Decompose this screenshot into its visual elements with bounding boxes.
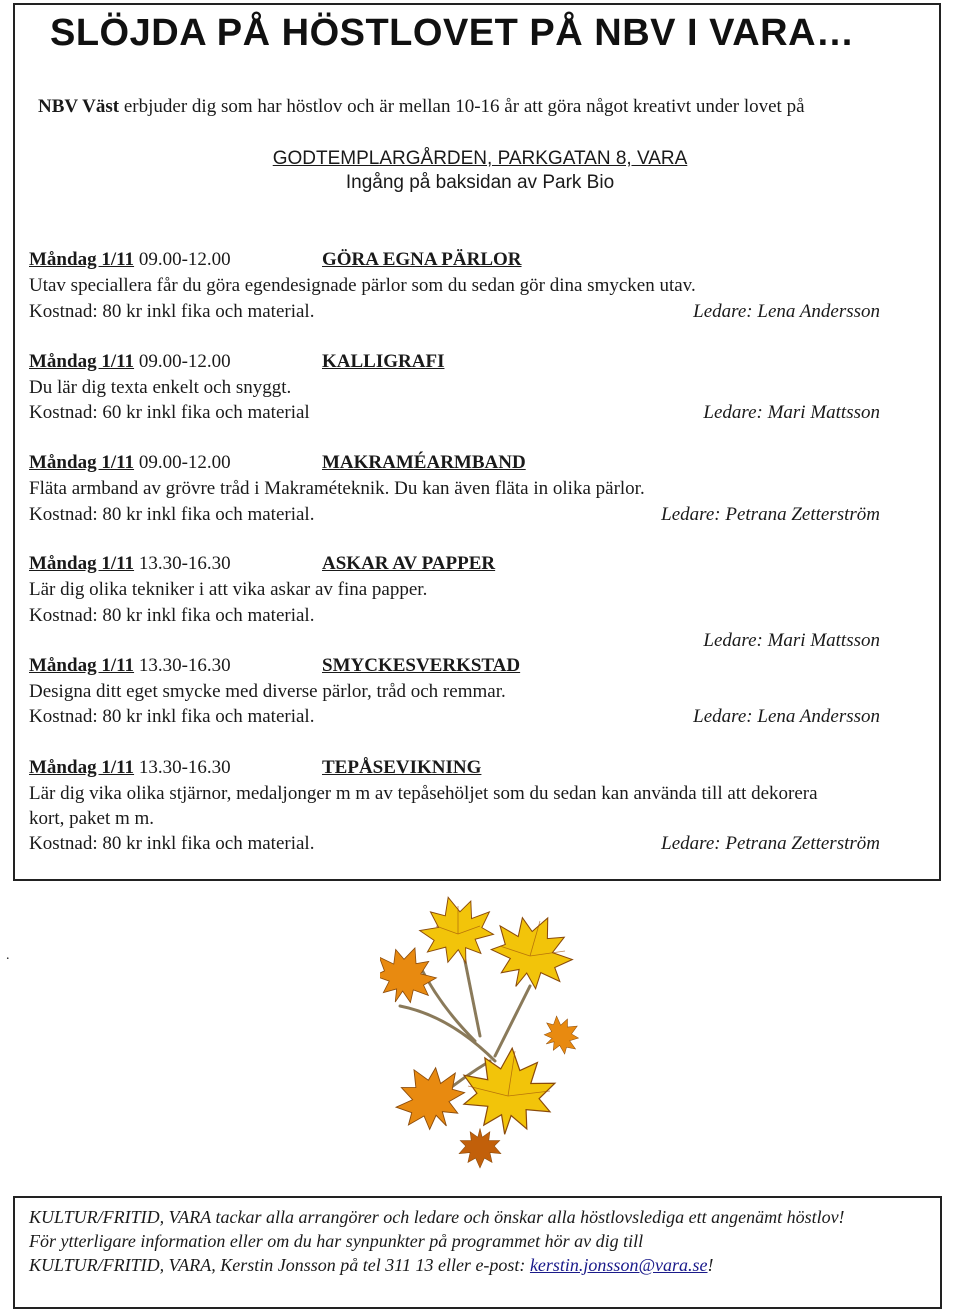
intro-body: erbjuder dig som har höstlov och är mellan 10-16 år att göra något kreativt under lovet på <box>119 96 805 117</box>
activity-time: 13.30-16.30 <box>134 655 231 676</box>
footer-info: För ytterligare information eller om du har synpunkter på programmet hör av dig till <box>29 1231 644 1251</box>
activity-day: Måndag 1/11 <box>29 452 135 473</box>
activity-time: 13.30-16.30 <box>134 757 231 778</box>
activity-title: ASKAR AV PAPPER <box>322 553 496 574</box>
activity-description: Lär dig olika tekniker i att vika askar av fina papper. <box>29 579 428 600</box>
stray-mark: . <box>6 948 10 963</box>
activity-time: 13.30-16.30 <box>134 553 231 574</box>
activity-description: kort, paket m m. <box>29 808 155 829</box>
activity-day: Måndag 1/11 <box>29 553 135 574</box>
activity-title: MAKRAMÉARMBAND <box>322 452 526 473</box>
footer-contact-end: ! <box>707 1255 714 1275</box>
venue-block <box>0 148 960 194</box>
footer-contact-text: KULTUR/FRITID, VARA, Kerstin Jonsson på tel 311 13 eller e-post: <box>29 1255 530 1275</box>
program-box <box>13 3 941 881</box>
activity-leader: Ledare: Mari Mattsson <box>703 402 880 423</box>
activity-description: Du lär dig texta enkelt och snyggt. <box>29 377 292 398</box>
activity-day: Måndag 1/11 <box>29 655 135 676</box>
activity-leader: Ledare: Lena Andersson <box>693 706 880 727</box>
activity-title: GÖRA EGNA PÄRLOR <box>322 249 522 270</box>
venue-entrance: Ingång på baksidan av Park Bio <box>345 172 615 193</box>
activity-cost: Kostnad: 60 kr inkl fika och material <box>29 402 310 423</box>
activity-day: Måndag 1/11 <box>29 351 135 372</box>
activity-time: 09.00-12.00 <box>134 452 231 473</box>
activity-description: Lär dig vika olika stjärnor, medaljonger m m av tepåsehöljet som du sedan kan använda till att dekorera <box>29 783 818 804</box>
activity-cost: Kostnad: 80 kr inkl fika och material. <box>29 833 315 854</box>
activity-header <box>29 757 482 779</box>
activity-title: TEPÅSEVIKNING <box>322 757 482 778</box>
activity-leader: Ledare: Petrana Zetterström <box>661 833 880 854</box>
activity-leader: Ledare: Mari Mattsson <box>703 630 880 651</box>
activity-cost: Kostnad: 80 kr inkl fika och material. <box>29 706 315 727</box>
activity-time: 09.00-12.00 <box>134 249 231 270</box>
activity-leader: Ledare: Petrana Zetterström <box>661 504 880 525</box>
activity-cost: Kostnad: 80 kr inkl fika och material. <box>29 504 315 525</box>
activity-cost: Kostnad: 80 kr inkl fika och material. <box>29 605 315 626</box>
organizer-name: NBV Väst <box>38 96 120 117</box>
activity-header <box>29 655 521 677</box>
footer-thanks: KULTUR/FRITID, VARA tackar alla arrangörer och ledare och önskar alla höstlovslediga ett angenämt höstlov! <box>29 1207 845 1227</box>
email-link[interactable]: kerstin.jonsson@vara.se <box>529 1255 708 1275</box>
activity-title: KALLIGRAFI <box>322 351 445 372</box>
intro-text <box>38 96 805 118</box>
activity-description: Utav speciallera får du göra egendesignade pärlor som du sedan gör dina smycken utav. <box>29 275 696 296</box>
activity-title: SMYCKESVERKSTAD <box>322 655 521 676</box>
venue-name: GODTEMPLARGÅRDEN, PARKGATAN 8, VARA <box>272 148 688 169</box>
autumn-leaves-image <box>380 896 580 1176</box>
page-title: SLÖJDA PÅ HÖSTLOVET PÅ NBV I VARA… <box>50 12 855 54</box>
activity-leader: Ledare: Lena Andersson <box>693 301 880 322</box>
activity-cost: Kostnad: 80 kr inkl fika och material. <box>29 301 315 322</box>
activity-description: Fläta armband av grövre tråd i Makraméteknik. Du kan även fläta in olika pärlor. <box>29 478 645 499</box>
activity-time: 09.00-12.00 <box>134 351 231 372</box>
activity-day: Måndag 1/11 <box>29 249 135 270</box>
activity-header <box>29 351 445 373</box>
activity-header <box>29 553 496 575</box>
activity-description: Designa ditt eget smycke med diverse pärlor, tråd och remmar. <box>29 681 506 702</box>
activity-header <box>29 452 526 474</box>
activity-header <box>29 249 522 271</box>
footer-contact <box>29 1255 714 1276</box>
activity-day: Måndag 1/11 <box>29 757 135 778</box>
